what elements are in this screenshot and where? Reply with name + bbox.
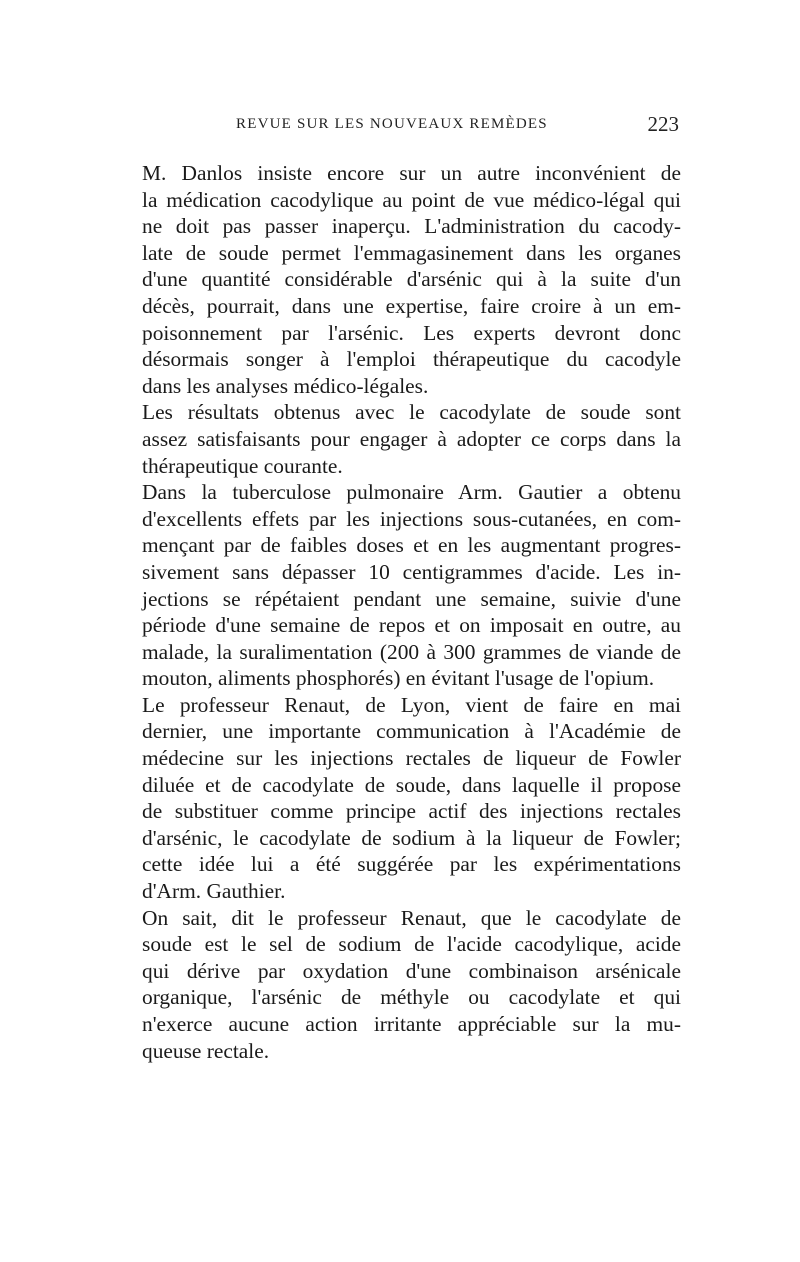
text-line: désormais songer à l'emploi thérapeutique du cacodyle (142, 347, 681, 372)
text-line: organique, l'arsénic de méthyle ou cacodylate et qui (142, 985, 681, 1010)
text-line: queuse rectale. (142, 1038, 270, 1063)
paragraph (118, 399, 681, 479)
text-line: thérapeutique courante. (142, 453, 343, 478)
text-line: dernier, une importante communication à l'Académie de (142, 719, 681, 744)
text-line: assez satisfaisants pour engager à adopter ce corps dans la (142, 426, 681, 451)
text-line: jections se répétaient pendant une semaine, suivie d'une (142, 586, 681, 611)
text-line: Les résultats obtenus avec le cacodylate de soude sont (142, 400, 681, 425)
text-line: d'arsénic, le cacodylate de sodium à la liqueur de Fowler; (142, 825, 681, 850)
body-text (118, 160, 681, 1064)
paragraph (118, 160, 681, 399)
text-line: soude est le sel de sodium de l'acide cacodylique, acide (142, 932, 681, 957)
text-line: d'Arm. Gauthier. (142, 879, 286, 904)
text-line: décès, pourrait, dans une expertise, faire croire à un em- (142, 293, 681, 318)
text-line: Dans la tuberculose pulmonaire Arm. Gautier a obtenu (142, 480, 681, 505)
text-line: M. Danlos insiste encore sur un autre inconvénient de (142, 161, 681, 185)
text-line: dans les analyses médico-légales. (142, 373, 429, 398)
text-line: sivement sans dépasser 10 centigrammes d'acide. Les in- (142, 559, 681, 584)
text-line: qui dérive par oxydation d'une combinaison arsénicale (142, 958, 681, 983)
text-line: période d'une semaine de repos et on imposait en outre, au (142, 613, 681, 638)
text-line: Le professeur Renaut, de Lyon, vient de faire en mai (142, 692, 681, 717)
text-line: diluée et de cacodylate de soude, dans laquelle il propose (142, 772, 681, 797)
running-title: REVUE SUR LES NOUVEAUX REMÈDES (236, 116, 548, 132)
text-line: d'une quantité considérable d'arsénic qui à la suite d'un (142, 267, 681, 292)
paragraph (118, 905, 681, 1065)
paragraph (118, 479, 681, 692)
text-line: late de soude permet l'emmagasinement dans les organes (142, 240, 681, 265)
book-page (118, 112, 681, 1064)
text-line: malade, la suralimentation (200 à 300 grammes de viande de (142, 639, 681, 664)
text-line: cette idée lui a été suggérée par les expérimentations (142, 852, 681, 877)
text-line: mouton, aliments phosphorés) en évitant l'usage de l'opium. (142, 666, 655, 691)
text-line: de substituer comme principe actif des injections rectales (142, 799, 681, 824)
text-line: médecine sur les injections rectales de liqueur de Fowler (142, 746, 681, 771)
text-line: poisonnement par l'arsénic. Les experts devront donc (142, 320, 681, 345)
text-line: On sait, dit le professeur Renaut, que le cacodylate de (142, 905, 681, 930)
text-line: mençant par de faibles doses et en les augmentant progres- (142, 533, 681, 558)
paragraph (118, 692, 681, 905)
running-head (118, 112, 681, 142)
text-line: ne doit pas passer inaperçu. L'administration du cacody- (142, 214, 681, 239)
text-line: n'exerce aucune action irritante appréciable sur la mu- (142, 1012, 681, 1036)
text-line: d'excellents effets par les injections sous-cutanées, en com- (142, 506, 681, 531)
text-line: la médication cacodylique au point de vue médico-légal qui (142, 187, 681, 212)
page-number: 223 (647, 112, 679, 136)
